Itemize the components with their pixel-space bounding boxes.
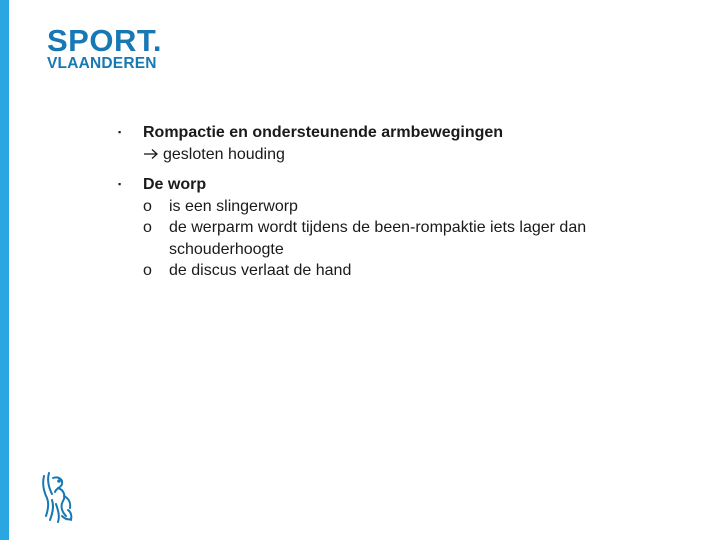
sub-list-item: [143, 196, 676, 218]
bullet-item: [116, 122, 676, 144]
sport-vlaanderen-logo: [47, 23, 162, 73]
bullet-block-2: [116, 174, 676, 282]
sub-text: de discus verlaat de hand: [169, 262, 352, 279]
bullet-text: De worp: [143, 176, 207, 193]
sub-list-item: [143, 217, 676, 260]
sub-text: de werparm wordt tijdens de been-rompaktie iets lager dan schouderhoogte: [169, 219, 587, 258]
bullet-text: Rompactie en ondersteunende armbewegingen: [143, 124, 504, 141]
sub-list-item: [143, 260, 676, 282]
bullet-item: [116, 174, 676, 196]
sub-text: is een slingerworp: [169, 197, 298, 215]
logo-line1: SPORT.: [47, 23, 162, 58]
flemish-lion-icon: [38, 470, 78, 526]
bullet-marker: ▪: [118, 179, 122, 189]
bullet-block-1: [116, 122, 676, 165]
bullet-sub-line: [116, 144, 676, 166]
sub-marker: o: [143, 262, 152, 279]
sub-marker: o: [143, 219, 152, 236]
bullet-marker: ▪: [118, 127, 122, 137]
sub-list: [116, 196, 676, 282]
accent-bar: [0, 0, 9, 540]
sub-marker: o: [143, 197, 152, 215]
bullet-sub-text: gesloten houding: [163, 145, 285, 163]
slide-content: [116, 122, 676, 282]
logo-line2: VLAANDEREN: [47, 55, 157, 72]
arrow-right-icon: [143, 148, 159, 160]
